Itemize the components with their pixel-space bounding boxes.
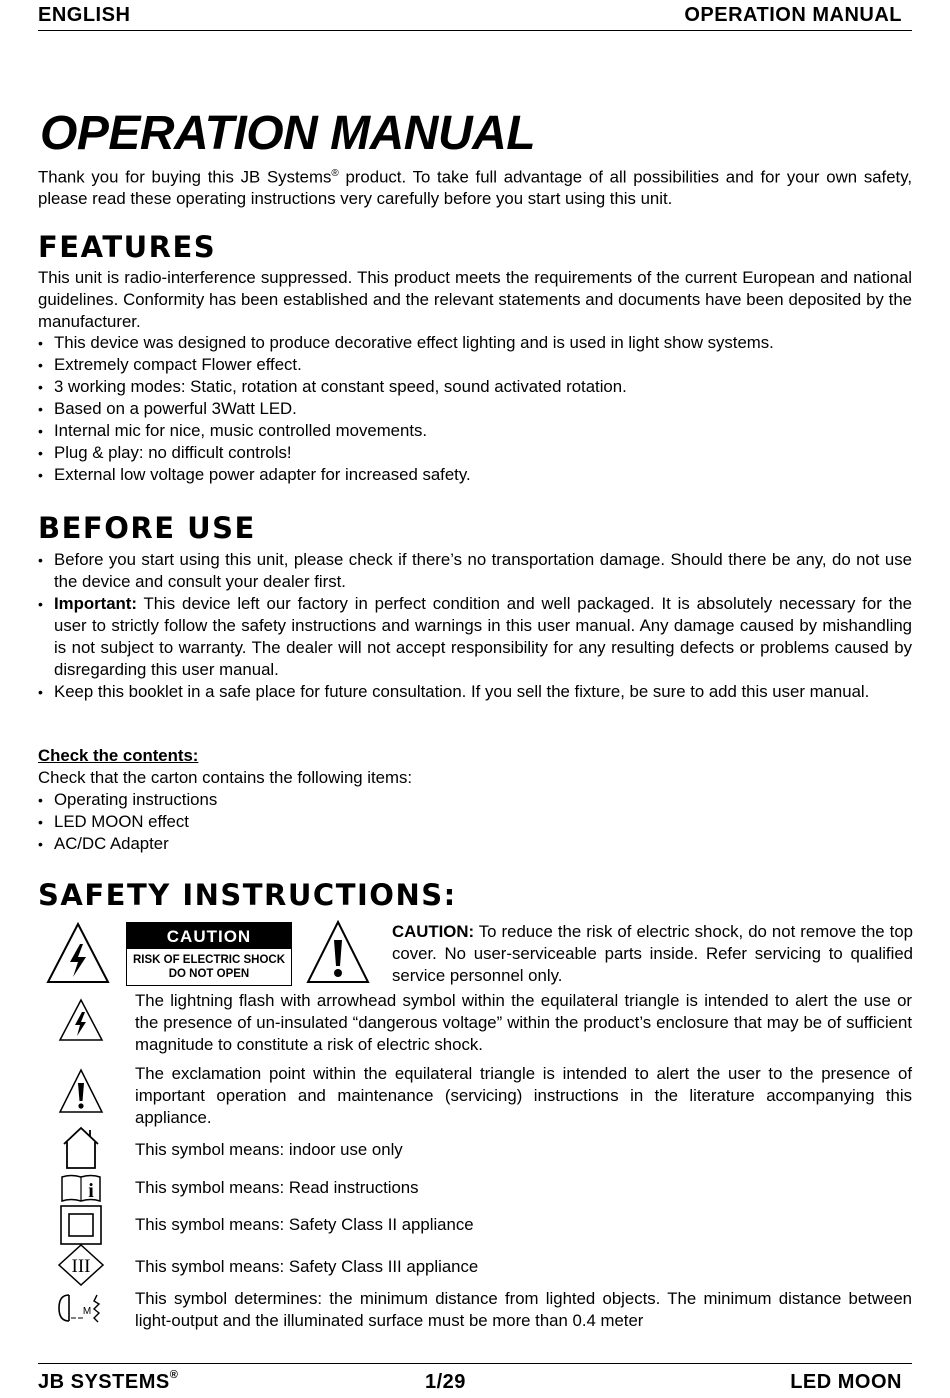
contents-intro: Check that the carton contains the following items:	[38, 767, 413, 787]
features-paragraph: This unit is radio-interference suppressed. This product meets the requirements of the current European and national guidelines. Conformity has been established and the relevant statements and documents have been deposited by the manufacturer.	[38, 268, 912, 331]
caution-statement: CAUTION: To reduce the risk of electric shock, do not remove the top cover. No user-serviceable parts inside. Refer servicing to qualified service personnel only.	[392, 922, 913, 985]
contents-heading: Check the contents:	[38, 746, 199, 765]
features-heading: FEATURES	[38, 230, 217, 264]
lightning-triangle-icon	[46, 922, 110, 984]
lightning-triangle-icon	[58, 998, 104, 1042]
before-use-section	[38, 549, 912, 703]
list-item: • Extremely compact Flower effect.	[38, 354, 912, 376]
features-section	[38, 267, 912, 486]
contents-section	[38, 745, 912, 855]
safety-heading: SAFETY INSTRUCTIONS:	[38, 878, 457, 912]
house-icon	[60, 1126, 102, 1170]
list-item: • AC/DC Adapter	[38, 833, 912, 855]
list-item: • LED MOON effect	[38, 811, 912, 833]
minimum-distance-icon	[57, 1292, 105, 1324]
page-footer	[38, 1363, 912, 1398]
before-use-heading: BEFORE USE	[38, 511, 256, 545]
header-language: ENGLISH	[38, 4, 131, 26]
list-item: • Keep this booklet in a safe place for future consultation. If you sell the fixture, be sure to add this user manual.	[38, 681, 912, 703]
list-item: • Before you start using this unit, please check if there’s no transportation damage. Should there be any, do not use the device and consult your dealer first.	[38, 549, 912, 593]
features-list	[38, 332, 912, 486]
list-item: • External low voltage power adapter for increased safety.	[38, 464, 912, 486]
caution-title: CAUTION	[127, 923, 291, 949]
symbol-text: This symbol determines: the minimum distance from lighted objects. The minimum distance between light-output and the illuminated surface must be more than 0.4 meter	[135, 1289, 912, 1330]
symbol-text: This symbol means: indoor use only	[135, 1140, 403, 1159]
class-three-diamond-icon	[58, 1244, 104, 1286]
page-number: 1/29	[425, 1371, 466, 1393]
page-header	[38, 2, 912, 31]
read-instructions-icon	[60, 1173, 102, 1203]
page-title: OPERATION MANUAL	[40, 107, 536, 160]
list-item: • Internal mic for nice, music controlled movements.	[38, 420, 912, 442]
exclamation-triangle-icon	[58, 1068, 104, 1114]
footer-product: LED MOON	[790, 1371, 902, 1393]
header-doc-title: OPERATION MANUAL	[684, 4, 902, 26]
list-item: • This device was designed to produce decorative effect lighting and is used in light show systems.	[38, 332, 912, 354]
symbol-text: This symbol means: Safety Class II appliance	[135, 1215, 474, 1234]
exclamation-triangle-icon	[306, 920, 370, 984]
footer-brand: JB SYSTEMS®	[38, 1369, 179, 1393]
intro-paragraph: Thank you for buying this JB Systems® product. To take full advantage of all possibilities and for your own safety, please read these operating instructions very carefully before you start using this unit.	[38, 167, 913, 209]
list-item: • Important: This device left our factory in perfect condition and well packaged. It is absolutely necessary for the user to strictly follow the safety instructions and warnings in this user manual. Any damage caused by mishandling is not subject to warranty. The dealer will not accept responsibility for any resulting defects or problems caused by disregarding this user manual.	[38, 593, 912, 681]
list-item: • Based on a powerful 3Watt LED.	[38, 398, 912, 420]
intro-section	[38, 163, 912, 210]
symbol-text: This symbol means: Safety Class III appliance	[135, 1257, 479, 1276]
list-item: • Plug & play: no difficult controls!	[38, 442, 912, 464]
symbol-text: The lightning flash with arrowhead symbol within the equilateral triangle is intended to alert the use or the presence of un-insulated “dangerous voltage” within the product’s enclosure that may be of sufficient magnitude to constitute a risk of electric shock.	[135, 991, 912, 1054]
caution-subtext: RISK OF ELECTRIC SHOCK DO NOT OPEN	[132, 954, 286, 980]
contents-list	[38, 789, 912, 855]
double-square-icon	[59, 1205, 103, 1245]
before-use-list	[38, 549, 912, 703]
list-item: • 3 working modes: Static, rotation at constant speed, sound activated rotation.	[38, 376, 912, 398]
caution-label	[126, 922, 292, 986]
svg-text:III: III	[71, 1256, 90, 1277]
symbol-text: This symbol means: Read instructions	[135, 1178, 419, 1197]
registered-mark: ®	[331, 168, 339, 179]
svg-text:i: i	[87, 1180, 94, 1202]
svg-text:M: M	[82, 1306, 91, 1317]
list-item: • Operating instructions	[38, 789, 912, 811]
symbol-text: The exclamation point within the equilateral triangle is intended to alert the user to the presence of important operation and maintenance (servicing) instructions in the literature accompanying this appliance.	[135, 1064, 912, 1127]
